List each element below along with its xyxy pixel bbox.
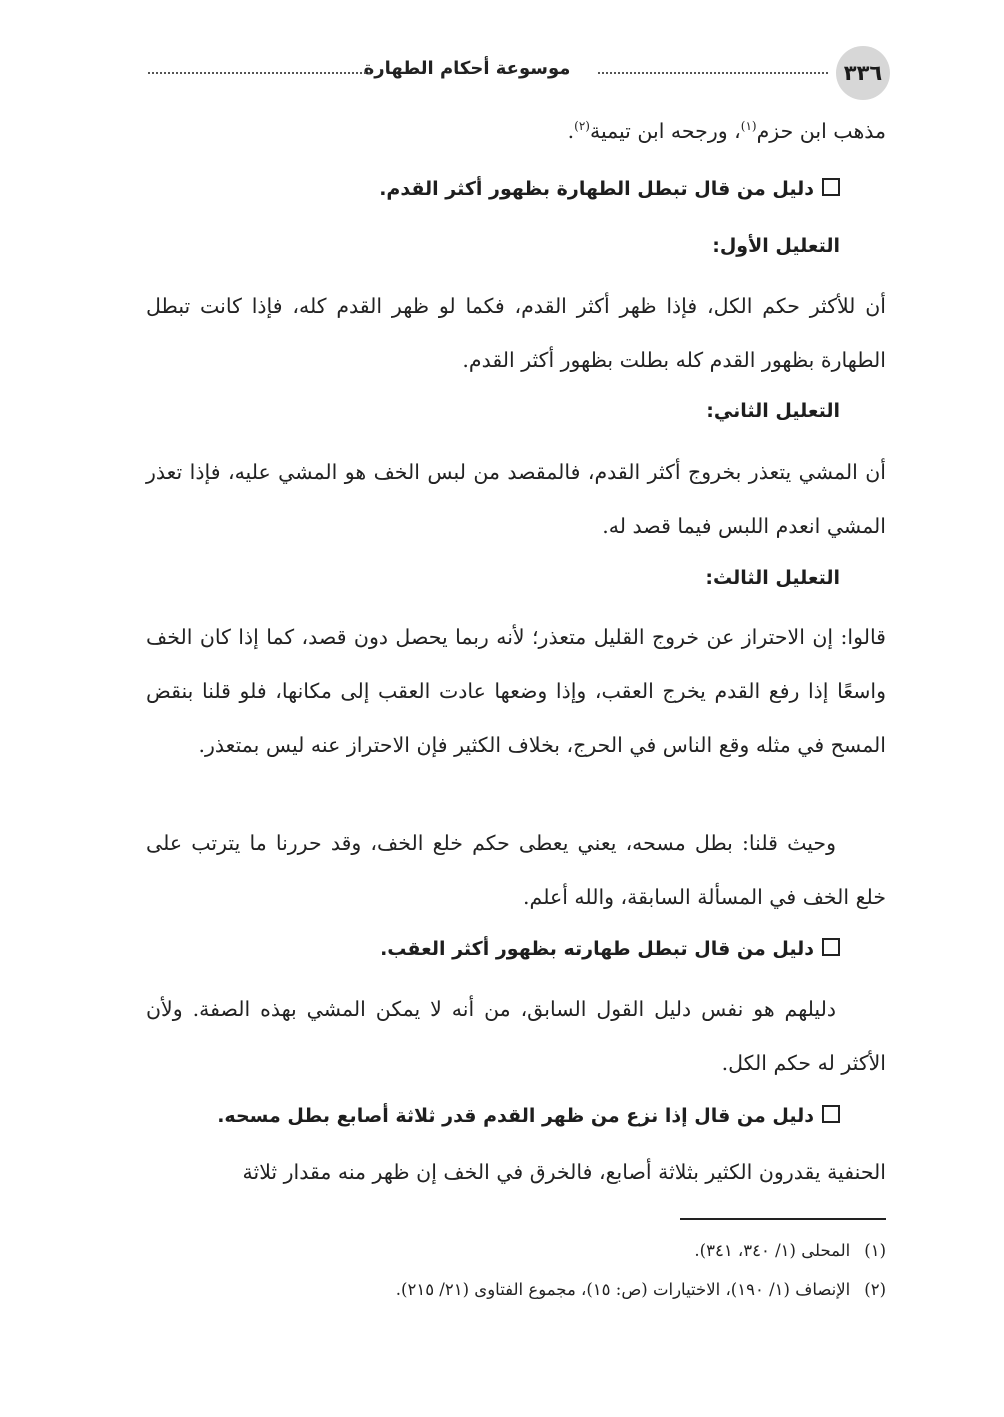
footnote-separator <box>680 1218 886 1220</box>
running-header-title: موسوعة أحكام الطهارة <box>363 58 571 79</box>
intro-line: مذهب ابن حزم$^{(١)}$، ورجحه ابن تيمية$^{(٢)}$. <box>567 119 886 143</box>
section-heading: دليل من قال إذا نزع من ظهر القدم قدر ثلاثة أصابع بطل مسحه. <box>146 1105 840 1127</box>
section-heading: دليل من قال تبطل الطهارة بظهور أكثر القدم. <box>146 178 840 200</box>
checkbox-square-icon <box>822 938 840 956</box>
header-divider <box>148 72 370 74</box>
footnote-ref-1[interactable]: (١) <box>740 119 757 134</box>
paragraph: أن للأكثر حكم الكل، فإذا ظهر أكثر القدم، فكما لو ظهر القدم كله، فإذا كانت تبطل الطهارة بظهور القدم كله بطلت بظهور أكثر القدم. <box>146 294 886 372</box>
paragraph: الحنفية يقدرون الكثير بثلاثة أصابع، فالخرق في الخف إن ظهر منه مقدار ثلاثة <box>242 1160 886 1184</box>
header-divider <box>598 72 828 74</box>
paragraph: أن المشي يتعذر بخروج أكثر القدم، فالمقصد من لبس الخف هو المشي عليه، فإذا تعذر المشي انعدم اللبس فيما قصد له. <box>146 460 886 538</box>
paragraph: وحيث قلنا: بطل مسحه، يعني يعطى حكم خلع الخف، وقد حررنا ما يترتب على خلع الخف في المسألة السابقة، والله أعلم. <box>146 831 886 909</box>
checkbox-square-icon <box>822 1105 840 1123</box>
paragraph: قالوا: إن الاحتراز عن خروج القليل متعذر؛ لأنه ربما يحصل دون قصد، كما إذا كان الخف واسعًا إذا رفع القدم يخرج العقب، وإذا وضعها عادت العقب إلى مكانها، فلو قلنا بنقض المسح في مثله وقع الناس في الحرج، بخلاف الكثير فإن الاحتراز عنه ليس بمتعذر. <box>146 625 886 757</box>
sub-heading: التعليل الأول: <box>712 235 840 257</box>
footnote: (١)المحلى (١/ ٣٤٠، ٣٤١). <box>694 1241 886 1260</box>
footnote: (٢)الإنصاف (١/ ١٩٠)، الاختيارات (ص: ١٥)، مجموع الفتاوى (٢١/ ٢١٥). <box>395 1280 886 1299</box>
sub-heading: التعليل الثاني: <box>706 400 840 422</box>
paragraph: دليلهم هو نفس دليل القول السابق، من أنه لا يمكن المشي بهذه الصفة. ولأن الأكثر له حكم الكل. <box>146 997 886 1075</box>
checkbox-square-icon <box>822 178 840 196</box>
sub-heading: التعليل الثالث: <box>705 567 840 589</box>
page-number: ٣٣٦ <box>836 46 890 100</box>
section-heading: دليل من قال تبطل طهارته بظهور أكثر العقب. <box>146 938 840 960</box>
footnote-ref-2[interactable]: (٢) <box>574 119 590 134</box>
